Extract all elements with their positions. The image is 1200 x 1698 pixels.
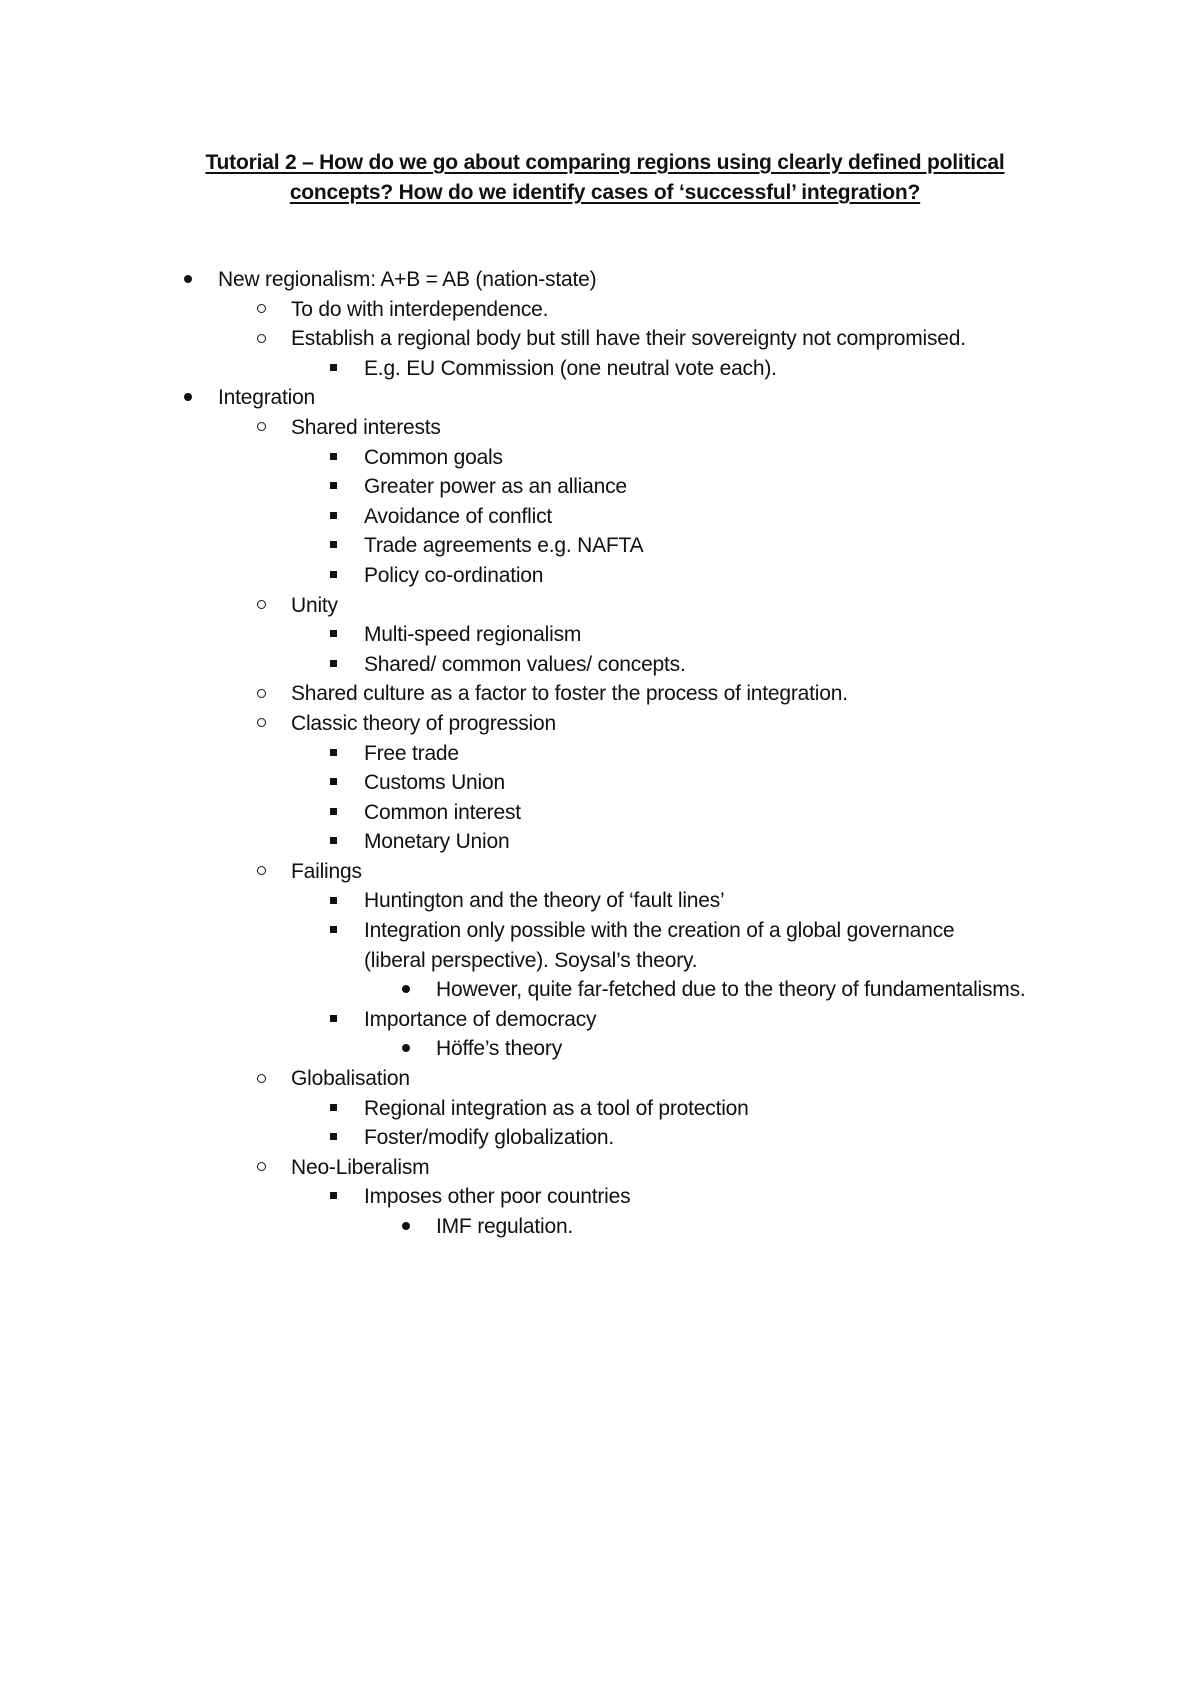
list-item bbox=[0, 798, 1200, 828]
list-item bbox=[0, 591, 1200, 621]
bullet-square-icon bbox=[323, 620, 343, 650]
bullet-square-icon bbox=[323, 886, 343, 916]
bullet-square-icon bbox=[323, 561, 343, 591]
list-item bbox=[0, 857, 1200, 887]
bullet-square-icon bbox=[323, 916, 343, 946]
list-item bbox=[0, 739, 1200, 769]
list-item-text: Unity bbox=[291, 593, 338, 617]
list-item-text: Failings bbox=[291, 859, 362, 883]
list-item bbox=[0, 265, 1200, 295]
bullet-square-icon bbox=[323, 650, 343, 680]
bullet-dot-icon bbox=[396, 1034, 416, 1064]
list-item-text: Free trade bbox=[364, 741, 459, 765]
list-item-text: Shared culture as a factor to foster the process of integration. bbox=[291, 682, 848, 706]
bullet-outline bbox=[0, 265, 1200, 1242]
list-item bbox=[0, 561, 1200, 591]
list-item-text: Policy co-ordination bbox=[364, 563, 544, 587]
list-item-text: Globalisation bbox=[291, 1067, 410, 1091]
list-item-text: Trade agreements e.g. NAFTA bbox=[364, 534, 644, 558]
list-item-text: However, quite far-fetched due to the theory of fundamentalisms. bbox=[436, 978, 1026, 1002]
list-item bbox=[0, 768, 1200, 798]
list-item bbox=[0, 295, 1200, 325]
bullet-circle-icon bbox=[251, 857, 271, 887]
bullet-circle-icon bbox=[251, 679, 271, 709]
bullet-square-icon bbox=[323, 472, 343, 502]
list-item-text: Neo-Liberalism bbox=[291, 1155, 430, 1179]
list-item bbox=[0, 709, 1200, 739]
bullet-circle-icon bbox=[251, 295, 271, 325]
list-item bbox=[0, 679, 1200, 709]
bullet-square-icon bbox=[323, 502, 343, 532]
bullet-dot-icon bbox=[396, 1212, 416, 1242]
list-item-text: New regionalism: A+B = AB (nation-state) bbox=[218, 268, 597, 291]
list-item bbox=[0, 472, 1200, 502]
bullet-dot-icon bbox=[178, 265, 198, 295]
list-item bbox=[0, 383, 1200, 413]
list-item bbox=[0, 1123, 1200, 1153]
list-item bbox=[0, 1182, 1200, 1212]
list-item-text: Shared interests bbox=[291, 415, 441, 439]
bullet-square-icon bbox=[323, 1094, 343, 1124]
list-item-text: Integration only possible with the creation of a global governance (liberal perspective). Soysal’s theory. bbox=[364, 919, 955, 972]
bullet-circle-icon bbox=[251, 1064, 271, 1094]
list-item-text: Foster/modify globalization. bbox=[364, 1126, 615, 1150]
bullet-circle-icon bbox=[251, 709, 271, 739]
bullet-square-icon bbox=[323, 531, 343, 561]
page-title-line-1: Tutorial 2 – How do we go about comparing regions using clearly defined political bbox=[205, 151, 1005, 174]
list-item bbox=[0, 827, 1200, 857]
list-item bbox=[0, 1034, 1200, 1064]
list-item bbox=[0, 413, 1200, 443]
list-item-text: IMF regulation. bbox=[436, 1215, 574, 1238]
list-item bbox=[0, 443, 1200, 473]
list-item-text: Establish a regional body but still have their sovereignty not compromised. bbox=[291, 327, 966, 351]
bullet-dot-icon bbox=[178, 383, 198, 413]
list-item bbox=[0, 502, 1200, 532]
bullet-square-icon bbox=[323, 1182, 343, 1212]
list-item bbox=[0, 975, 1200, 1005]
bullet-square-icon bbox=[323, 443, 343, 473]
list-item bbox=[0, 1094, 1200, 1124]
page-title-line-2: concepts? How do we identify cases of ‘successful’ integration? bbox=[289, 181, 921, 204]
list-item-text: Huntington and the theory of ‘fault lines’ bbox=[364, 889, 725, 913]
list-item bbox=[0, 620, 1200, 650]
list-item-text: Importance of democracy bbox=[364, 1007, 597, 1031]
list-item bbox=[0, 531, 1200, 561]
bullet-square-icon bbox=[323, 827, 343, 857]
list-item-text: To do with interdependence. bbox=[291, 297, 549, 321]
list-item-text: Common interest bbox=[364, 800, 521, 824]
bullet-square-icon bbox=[323, 739, 343, 769]
bullet-circle-icon bbox=[251, 591, 271, 621]
list-item-text: Avoidance of conflict bbox=[364, 504, 553, 528]
bullet-circle-icon bbox=[251, 1153, 271, 1183]
list-item-text: Regional integration as a tool of protection bbox=[364, 1096, 749, 1120]
list-item-text: Common goals bbox=[364, 445, 503, 469]
list-item bbox=[0, 1153, 1200, 1183]
list-item bbox=[0, 324, 1200, 354]
page-title bbox=[150, 148, 1060, 208]
list-item-text: Multi-speed regionalism bbox=[364, 623, 582, 647]
list-item-text: Integration bbox=[218, 386, 316, 410]
bullet-square-icon bbox=[323, 1005, 343, 1035]
list-item bbox=[0, 1005, 1200, 1035]
list-item bbox=[0, 916, 1200, 975]
list-item bbox=[0, 1212, 1200, 1242]
list-item bbox=[0, 354, 1200, 384]
list-item-text: Höffe’s theory bbox=[436, 1037, 562, 1061]
list-item bbox=[0, 1064, 1200, 1094]
list-item-text: Shared/ common values/ concepts. bbox=[364, 652, 686, 676]
list-item-text: Greater power as an alliance bbox=[364, 475, 627, 499]
list-item-text: Imposes other poor countries bbox=[364, 1185, 631, 1209]
list-item-text: Monetary Union bbox=[364, 830, 510, 854]
bullet-dot-icon bbox=[396, 975, 416, 1005]
bullet-circle-icon bbox=[251, 324, 271, 354]
bullet-square-icon bbox=[323, 1123, 343, 1153]
bullet-circle-icon bbox=[251, 413, 271, 443]
list-item bbox=[0, 886, 1200, 916]
bullet-square-icon bbox=[323, 798, 343, 828]
list-item-text: Customs Union bbox=[364, 771, 505, 795]
bullet-square-icon bbox=[323, 354, 343, 384]
list-item-text: E.g. EU Commission (one neutral vote each). bbox=[364, 356, 777, 380]
list-item bbox=[0, 650, 1200, 680]
list-item-text: Classic theory of progression bbox=[291, 711, 556, 735]
bullet-square-icon bbox=[323, 768, 343, 798]
